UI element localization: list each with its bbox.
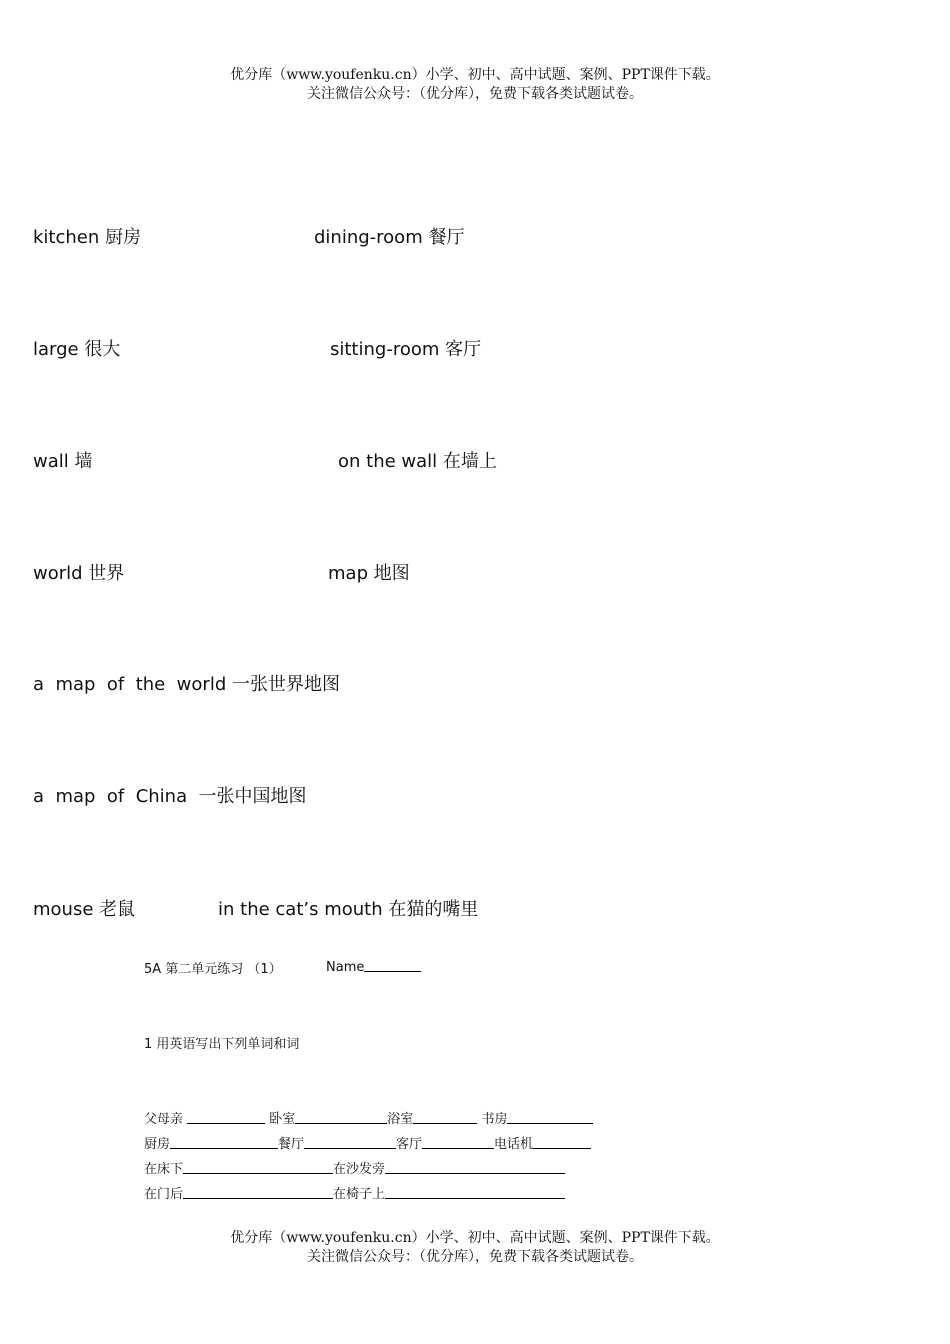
prompt-label: 厨房 [144,1137,171,1152]
vocab-item: kitchen 厨房 [33,227,141,248]
prompt-label: 父母亲 [144,1112,188,1127]
vocab-item: dining-room 餐厅 [314,227,465,248]
page-footer [0,1229,950,1267]
exercise-title: 5A 第二单元练习 （1） [144,962,282,977]
prompt-label: 浴室 [387,1112,414,1127]
header-line-1: 优分库（www.youfenku.cn）小学、初中、高中试题、案例、PPT课件下载。 [230,67,720,83]
vocab-item: map 地图 [328,563,410,584]
answer-blank[interactable] [183,1160,333,1174]
answer-blank[interactable] [533,1135,591,1149]
answer-blank[interactable] [422,1135,494,1149]
vocab-item: on the wall 在墙上 [338,451,497,472]
exercise-instruction: 1 用英语写出下列单词和词 [144,1037,300,1052]
exercise-row [144,1133,591,1152]
page-header [0,66,950,104]
vocab-item: world 世界 [33,563,125,584]
prompt-label: 餐厅 [278,1137,305,1152]
vocab-item: mouse 老鼠 [33,899,136,920]
answer-blank[interactable] [507,1110,593,1124]
vocab-item: a map of China 一张中国地图 [33,786,307,807]
footer-line-2: 关注微信公众号：（优分库），免费下载各类试题试卷。 [307,1249,643,1265]
exercise-row [144,1158,565,1177]
prompt-label: 在门后 [144,1187,184,1202]
answer-blank[interactable] [187,1110,265,1124]
answer-blank[interactable] [183,1185,333,1199]
vocab-item: a map of the world 一张世界地图 [33,674,340,695]
answer-blank[interactable] [413,1110,477,1124]
prompt-label: 在床下 [144,1162,184,1177]
vocab-item: large 很大 [33,339,121,360]
prompt-label: 书房 [477,1112,508,1127]
answer-blank[interactable] [385,1160,565,1174]
prompt-label: 在沙发旁 [333,1162,386,1177]
vocab-item: wall 墙 [33,451,93,472]
vocab-item: sitting-room 客厅 [330,339,482,360]
vocab-item: in the cat’s mouth 在猫的嘴里 [218,899,479,920]
prompt-label: 卧室 [269,1112,296,1127]
name-label: Name [326,960,365,975]
prompt-label: 在椅子上 [333,1187,386,1202]
prompt-label: 电话机 [494,1137,534,1152]
answer-blank[interactable] [304,1135,396,1149]
name-field [326,958,421,975]
header-line-2: 关注微信公众号：（优分库），免费下载各类试题试卷。 [307,86,643,102]
answer-blank[interactable] [295,1110,387,1124]
footer-line-1: 优分库（www.youfenku.cn）小学、初中、高中试题、案例、PPT课件下载。 [230,1230,720,1246]
prompt-label: 客厅 [396,1137,423,1152]
answer-blank[interactable] [385,1185,565,1199]
exercise-row [144,1183,565,1202]
name-blank[interactable] [364,958,421,972]
answer-blank[interactable] [170,1135,278,1149]
exercise-row [144,1108,593,1127]
